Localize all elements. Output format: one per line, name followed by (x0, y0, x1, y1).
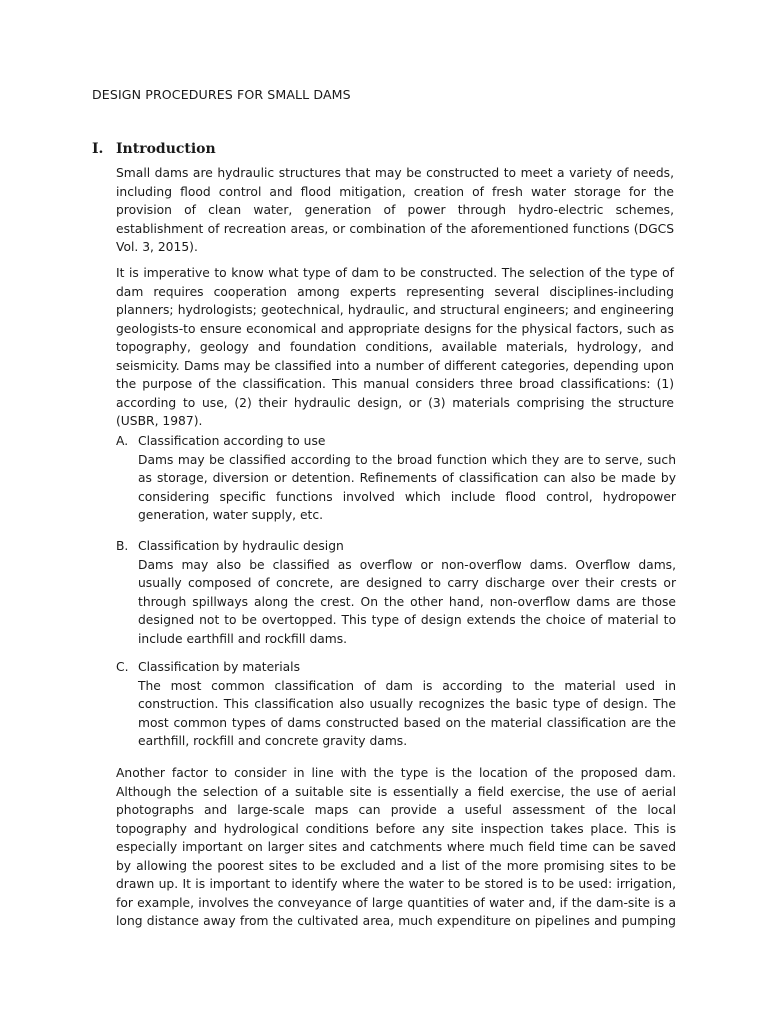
subsection-classification-use (116, 432, 676, 525)
closing-paragraph: Another factor to consider in line with the type is the location of the proposed dam. Although the selection of a suitable site is essentially a field exercise, the use of aerial photographs and large-scale maps can provide a useful assessment of the local topography and hydrological conditions before any site inspection takes place. This is especially important on larger sites and catchments where much field time can be saved by allowing the poorest sites to be excluded and a list of the more promising sites to be drawn up. It is important to identify where the water to be stored is to be used: irrigation, for example, involves the conveyance of large quantities of water and, if the dam-site is a long distance away from the cultivated area, much expenditure on pipelines and pumping (116, 766, 676, 928)
subsection-body: Dams may be classified according to the broad function which they are to serve, such as storage, diversion or detention. Refinements of classification can also be made by considering specific functions involved which include flood control, hydropower generation, water supply, etc. (138, 452, 676, 522)
subsection-body: The most common classification of dam is according to the material used in construction. This classification also usually recognizes the basic type of design. The most common types of dams constructed based on the material classification are the earthfill, rockfill and concrete gravity dams. (138, 678, 676, 748)
subsection-letter: A. (116, 434, 129, 448)
subsection-classification-hydraulic (116, 537, 676, 648)
subsection-title (116, 432, 676, 451)
subsection-letter: B. (116, 539, 129, 553)
section-number: I. (92, 141, 104, 157)
section-heading (92, 141, 216, 157)
section-title: Introduction (116, 141, 216, 157)
subsection-title-text: Classification by materials (138, 660, 300, 674)
subsection-title-text: Classification according to use (138, 434, 326, 448)
document-title: DESIGN PROCEDURES FOR SMALL DAMS (92, 87, 351, 102)
subsection-title (116, 537, 676, 556)
subsection-title-text: Classification by hydraulic design (138, 539, 344, 553)
intro-paragraph-2: It is imperative to know what type of dam to be constructed. The selection of the type of dam requires cooperation among experts representing several disciplines-including planners; hydrologists; geotechnical, hydraulic, and structural engineers; and engineering geologists-to ensure economical and appropriate designs for the physical factors, such as topography, geology and foundation conditions, available materials, hydrology, and seismicity. Dams may be classified into a number of different categories, depending upon the purpose of the classification. This manual considers three broad classifications: (1) according to use, (2) their hydraulic design, or (3) materials comprising the structure (USBR, 1987). (116, 266, 674, 428)
intro-paragraph-1: Small dams are hydraulic structures that may be constructed to meet a variety of needs, including flood control and flood mitigation, creation of fresh water storage for the provision of clean water, generation of power through hydro-electric schemes, establishment of recreation areas, or combination of the aforementioned functions (DGCS Vol. 3, 2015). (116, 166, 674, 254)
subsection-body: Dams may also be classified as overflow or non-overflow dams. Overflow dams, usually composed of concrete, are designed to carry discharge over their crests or through spillways along the crest. On the other hand, non-overflow dams are those designed not to be overtopped. This type of design extends the choice of material to include earthfill and rockfill dams. (138, 557, 676, 646)
subsection-title (116, 658, 676, 677)
subsection-letter: C. (116, 660, 129, 674)
subsection-classification-materials (116, 658, 676, 751)
